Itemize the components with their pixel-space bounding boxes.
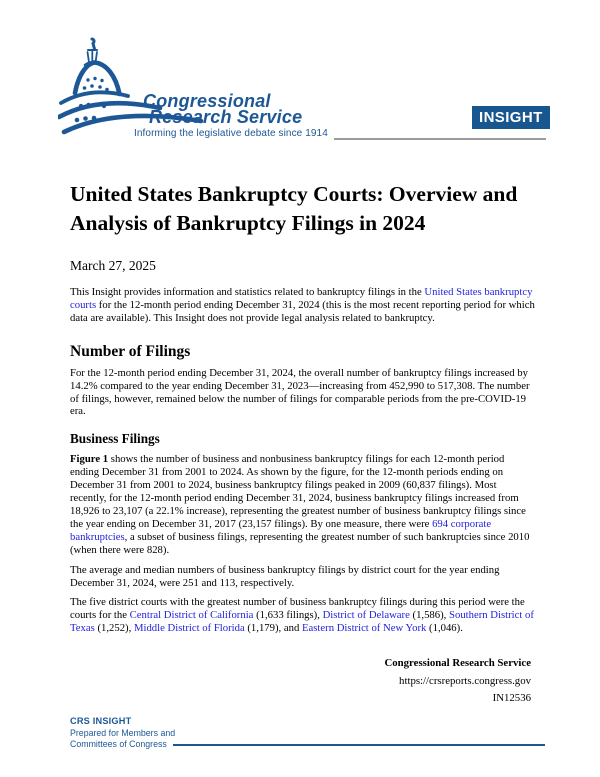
text-run: for the 12-month period ending December 31, 2024 (this is the most recent reporting period for which data are available). This Insight does not provide legal analysis related to bankruptcy. (70, 298, 535, 324)
bottom-divider-line (173, 744, 545, 746)
text-run: (1,586), (409, 609, 450, 622)
business-filings-paragraph-2: The average and median numbers of business bankruptcy filings by district court for the year ending December 31, 2024, were 251 and 113, respectively. (70, 563, 500, 589)
footer-url-link[interactable]: https://crsreports.congress.gov (399, 674, 531, 687)
publication-date: March 27, 2025 (70, 258, 156, 273)
prepared-for-line1: Prepared for Members and (70, 727, 176, 738)
crs-name-line2: Research Service (149, 107, 303, 127)
business-filings-paragraph-1 (70, 453, 535, 556)
crs-name-line1: Congressional (143, 91, 271, 111)
crs-insight-brand-block (70, 716, 545, 751)
document-footer (384, 655, 531, 708)
intro-paragraph (70, 286, 535, 325)
subsection-heading-business-filings: Business Filings (70, 431, 160, 447)
inline-link[interactable]: Eastern District of New York (302, 622, 427, 635)
document-body (70, 0, 535, 635)
text-run: (1,252), (94, 622, 134, 635)
text-run: (1,179), and (244, 622, 302, 635)
inline-link[interactable]: District of Delaware (322, 609, 410, 622)
footer-org-name: Congressional Research Service (384, 657, 531, 669)
page-title: United States Bankruptcy Courts: Overview and Analysis of Bankruptcy Filings in 2024 (70, 182, 518, 235)
text-run: The five district courts with the greatest number of business bankruptcy filings during this period were the courts for the (70, 596, 525, 622)
bold-text: Figure 1 (70, 453, 109, 466)
insight-badge: INSIGHT (472, 106, 550, 129)
text-run: shows the number of business and nonbusiness bankruptcy filings for each 12-month period ending December 31 from 2001 to 2024. As shown by the figure, for the 12-month periods ending on December 31 from 2001 to 2024, business bankruptcy filings peaked in 2009 (60,837 filings). Most recently, for the 12-month period ending December 31, 2024, business bankruptcy filings increased from 18,926 to 23,107 (a 22.1% increase), representing the greatest number of business bankruptcy filings since the year ending on December 31, 2017 (23,157 filings). By one measure, there were (70, 453, 526, 530)
inline-link[interactable]: Middle District of Florida (133, 622, 245, 635)
number-of-filings-paragraph: For the 12-month period ending December 31, 2024, the overall number of bankruptcy filings increased by 14.2% compared to the year ending December 31, 2023—increasing from 452,990 to 517,308. The number of filings, however, remained below the number of filings for comparable periods from the pre-COVID-19 era. (70, 366, 530, 418)
inline-link[interactable]: United States bankruptcy courts (70, 286, 533, 311)
document-id: IN12536 (492, 692, 531, 704)
text-run: , a subset of business filings, representing the greatest number of such bankruptcies since 2010 (when there were 828). (70, 530, 530, 556)
crs-tagline: Informing the legislative debate since 1914 (134, 128, 328, 139)
text-run: (1,633 filings), (253, 609, 323, 622)
inline-link[interactable]: 694 corporate bankruptcies (70, 517, 492, 543)
inline-link[interactable]: Southern District of Texas (70, 609, 534, 635)
section-heading-number-of-filings: Number of Filings (70, 342, 191, 360)
crs-insight-brand: CRS INSIGHT (70, 716, 132, 726)
prepared-for-line2: Committees of Congress (70, 739, 167, 749)
inline-link[interactable]: Central District of California (129, 609, 254, 622)
text-run: This Insight provides information and statistics related to bankruptcy filings in the (70, 286, 425, 298)
business-filings-paragraph-3 (70, 596, 535, 635)
text-run: (1,046). (426, 622, 463, 635)
